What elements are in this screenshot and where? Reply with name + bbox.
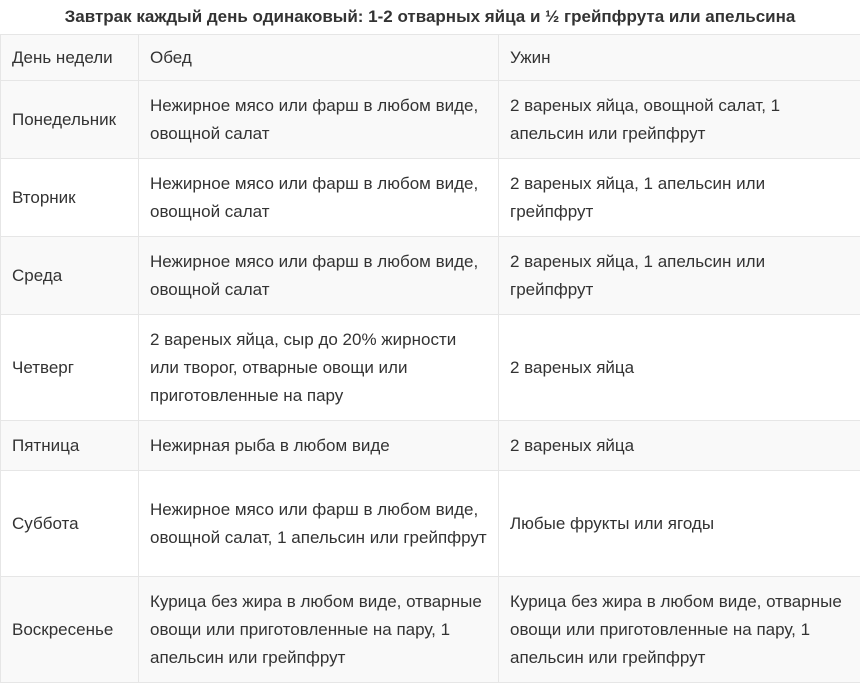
lunch-cell: Нежирное мясо или фарш в любом виде, овощной салат <box>139 237 499 315</box>
table-header-row <box>1 35 860 81</box>
lunch-cell: 2 вареных яйца, сыр до 20% жирности или творог, отварные овощи или приготовленные на пару <box>139 315 499 421</box>
table-row <box>1 315 860 421</box>
dinner-cell: 2 вареных яйца <box>499 315 860 421</box>
day-cell: Понедельник <box>1 81 139 159</box>
day-cell: Четверг <box>1 315 139 421</box>
meal-plan-table <box>0 34 860 683</box>
day-cell: Среда <box>1 237 139 315</box>
dinner-cell: 2 вареных яйца <box>499 421 860 471</box>
table-row <box>1 577 860 683</box>
header-day: День недели <box>1 35 139 81</box>
day-cell: Пятница <box>1 421 139 471</box>
dinner-cell: Любые фрукты или ягоды <box>499 471 860 577</box>
header-lunch: Обед <box>139 35 499 81</box>
dinner-cell: 2 вареных яйца, овощной салат, 1 апельсин или грейпфрут <box>499 81 860 159</box>
lunch-cell: Курица без жира в любом виде, отварные овощи или приготовленные на пару, 1 апельсин или грейпфрут <box>139 577 499 683</box>
day-cell: Воскресенье <box>1 577 139 683</box>
table-row <box>1 237 860 315</box>
dinner-cell: 2 вареных яйца, 1 апельсин или грейпфрут <box>499 237 860 315</box>
table-row <box>1 159 860 237</box>
table-row <box>1 471 860 577</box>
table-row <box>1 421 860 471</box>
table-caption: Завтрак каждый день одинаковый: 1-2 отварных яйца и ½ грейпфрута или апельсина <box>64 7 796 26</box>
dinner-cell: 2 вареных яйца, 1 апельсин или грейпфрут <box>499 159 860 237</box>
header-dinner: Ужин <box>499 35 860 81</box>
day-cell: Вторник <box>1 159 139 237</box>
lunch-cell: Нежирное мясо или фарш в любом виде, овощной салат <box>139 81 499 159</box>
dinner-cell: Курица без жира в любом виде, отварные овощи или приготовленные на пару, 1 апельсин или грейпфрут <box>499 577 860 683</box>
lunch-cell: Нежирная рыба в любом виде <box>139 421 499 471</box>
table-row <box>1 81 860 159</box>
lunch-cell: Нежирное мясо или фарш в любом виде, овощной салат <box>139 159 499 237</box>
day-cell: Суббота <box>1 471 139 577</box>
lunch-cell: Нежирное мясо или фарш в любом виде, овощной салат, 1 апельсин или грейпфрут <box>139 471 499 577</box>
